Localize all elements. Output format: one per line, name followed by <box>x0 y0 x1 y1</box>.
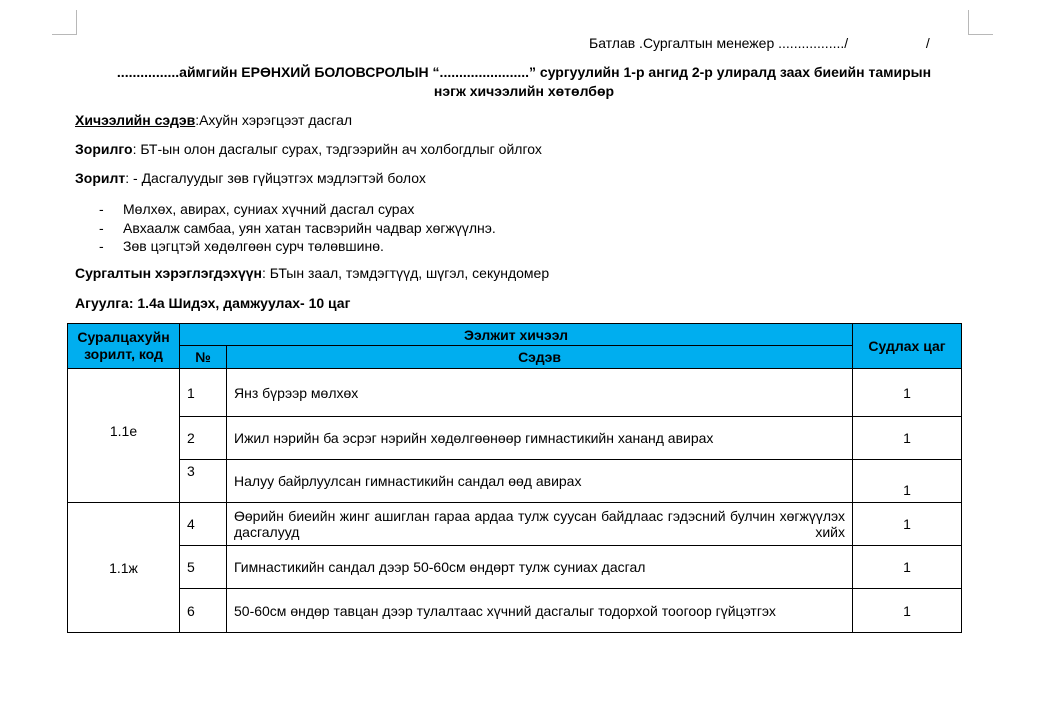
header-objective-code: Суралцахуйн зорилт, код <box>68 324 180 369</box>
row-topic: 50-60см өндөр тавцан дээр тулалтаас хүчний дасгалыг тодорхой тоогоор гүйцэтгэх <box>227 589 853 633</box>
row-topic: Ижил нэрийн ба эсрэг нэрийн хөдөлгөөнөөр гимнастикийн хананд авирах <box>227 417 853 460</box>
row-topic: Өөрийн биеийн жинг ашиглан гараа ардаа тулж суусан байдлаас гэдэсний булчин хөгжүүлэх дасгалууд хийх <box>227 503 853 546</box>
lesson-objective-value: : - Дасгалуудыг зөв гүйцэтгэх мэдлэгтэй болох <box>125 170 426 186</box>
document-title <box>80 63 968 101</box>
row-number: 6 <box>180 589 227 633</box>
list-item <box>99 219 496 238</box>
bullet-marker: - <box>99 201 104 217</box>
header-hours: Судлах цаг <box>853 324 962 369</box>
lesson-goal-value: : БТ-ын олон дасгалыг сурах, тэдгээрийн ач холбогдлыг ойлгох <box>132 141 542 157</box>
margin-mark-top-left <box>52 10 77 35</box>
table-row <box>68 460 962 503</box>
bullet-text: Мөлхөх, авирах, суниах хүчний дасгал сурах <box>123 201 415 217</box>
table-subheader-row <box>68 346 962 369</box>
title-line-2: нэгж хичээлийн хөтөлбөр <box>433 83 615 99</box>
lesson-topic-label: Хичээлийн сэдэв <box>75 112 196 128</box>
row-number: 1 <box>180 369 227 417</box>
lesson-plan-table <box>67 323 962 633</box>
row-topic: Налуу байрлуулсан гимнастикийн сандал өөд авирах <box>227 460 853 503</box>
list-item <box>99 237 496 256</box>
lesson-topic-value: :Ахуйн хэрэгцээт дасгал <box>195 112 353 128</box>
approval-line: Батлав .Сургалтын менежер ................./ / <box>589 35 930 51</box>
header-lesson: Ээлжит хичээл <box>180 324 853 346</box>
lesson-objective <box>75 170 426 186</box>
objective-code-cell: 1.1е <box>68 369 180 503</box>
table-row <box>68 503 962 546</box>
margin-mark-top-right <box>968 10 993 35</box>
lesson-topic <box>75 112 352 128</box>
row-number: 4 <box>180 503 227 546</box>
bullet-text: Зөв цэгцтэй хөдөлгөөн сурч төлөвшинө. <box>123 238 384 254</box>
bullet-text: Авхаалж самбаа, уян хатан тасвэрийн чадвар хөгжүүлнэ. <box>123 219 496 236</box>
objective-bullet-list <box>99 200 496 256</box>
row-topic: Янз бүрээр мөлхөх <box>227 369 853 417</box>
header-topic: Сэдэв <box>227 346 853 369</box>
training-materials-value: : БТын заал, тэмдэгтүүд, шүгэл, секундомер <box>262 265 550 281</box>
objective-code-cell: 1.1ж <box>68 503 180 633</box>
table-row <box>68 546 962 589</box>
row-hours: 1 <box>853 369 962 417</box>
list-item <box>99 200 496 219</box>
row-number: 2 <box>180 417 227 460</box>
content-heading: Агуулга: 1.4а Шидэх, дамжуулах- 10 цаг <box>75 295 351 311</box>
lesson-goal <box>75 141 542 157</box>
row-number: 3 <box>180 460 227 503</box>
bullet-marker: - <box>99 219 104 236</box>
lesson-objective-label: Зорилт <box>75 170 126 186</box>
table-row <box>68 369 962 417</box>
row-number: 5 <box>180 546 227 589</box>
training-materials-label: Сургалтын хэрэглэгдэхүүн <box>75 265 263 281</box>
row-hours: 1 <box>853 546 962 589</box>
lesson-goal-label: Зорилго <box>75 141 133 157</box>
table-header-row <box>68 324 962 346</box>
row-topic: Гимнастикийн сандал дээр 50-60см өндөрт тулж суниах дасгал <box>227 546 853 589</box>
bullet-marker: - <box>99 238 104 254</box>
table-row <box>68 589 962 633</box>
training-materials <box>75 265 549 281</box>
row-hours: 1 <box>853 503 962 546</box>
header-number: № <box>180 346 227 369</box>
title-line-1: ................аймгийн ЕРӨНХИЙ БОЛОВСРОЛЫН “.......................” сургуулийн 1-р ангид 2-р улиралд заах биеийн тамирын <box>116 64 932 80</box>
row-hours: 1 <box>853 460 962 503</box>
table-row <box>68 417 962 460</box>
row-hours: 1 <box>853 417 962 460</box>
row-hours: 1 <box>853 589 962 633</box>
